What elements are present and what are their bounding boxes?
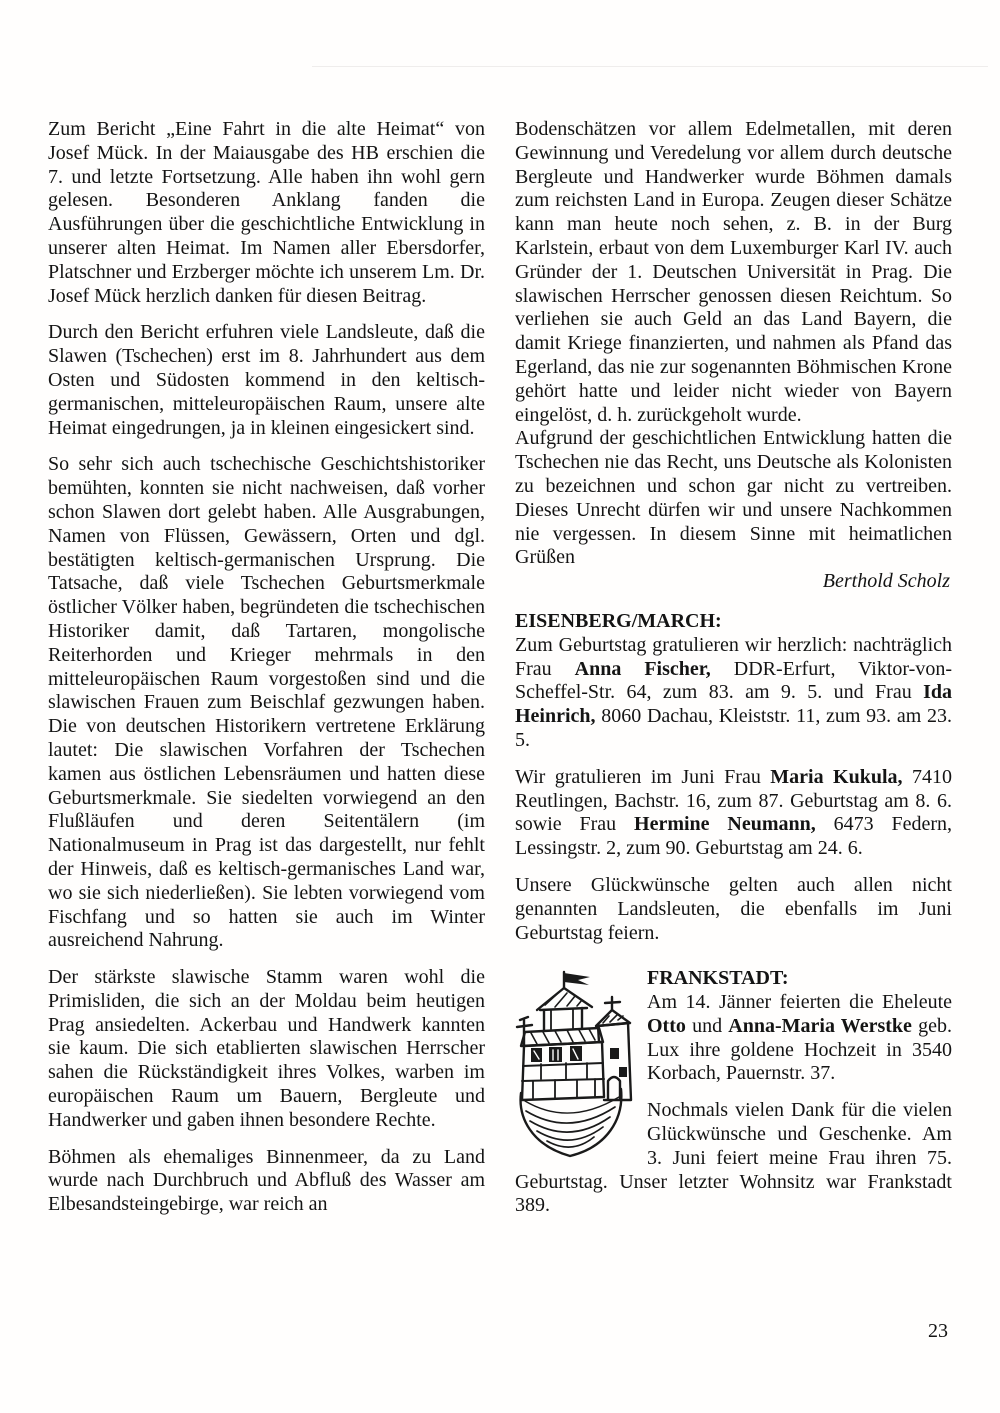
scan-artifact-line xyxy=(312,66,988,67)
section-heading-eisenberg: EISENBERG/MARCH: xyxy=(515,609,722,632)
right-column xyxy=(515,118,952,1231)
cross-finial xyxy=(605,997,620,1010)
page-content xyxy=(48,118,952,1231)
paragraph-bodenschaetze: Bodenschätzen vor allem Edelmetallen, mit deren Gewinnung und Veredelung vor allem durch deutsche Bergleute und Handwerker wurde Böhmen damals zum reichsten Land in Europa. Zeugen dieser Schätze kann man heute noch sehen, z. B. in der Burg Karlstein, erbaut von dem Luxemburger Karl IV. auch Gründer der 1. Deutschen Universität in Prag. Die slawischen Herrscher genossen diesen Reichtum. So verliehen sie auch Geld an das Land Bayern, die damit Kriege finanzierten, und nahmen als Pfand das Egerland, das nie zur sogenannten Böhmischen Krone gehört hatte und leider nicht wieder von Bayern eingelöst, d. h. zurückgeholt wurde. xyxy=(515,118,952,426)
section-frankstadt xyxy=(515,967,952,1218)
paragraph-glueckwuensche: Unsere Glückwünsche gelten auch allen nicht genannten Landsleuten, die ebenfalls im Juni Geburtstag feiern. xyxy=(515,873,952,944)
section-heading-frankstadt: FRANKSTADT: xyxy=(647,967,789,990)
cupola-roof xyxy=(537,988,592,1010)
paragraph-geburtstag-mai: Zum Geburtstag gratulieren wir herzlich: nachträglich Frau Anna Fischer, DDR-Erfurt, Viktor-von-Scheffel-Str. 64, zum 83. am 9. 5. und Frau Ida Heinrich, 8060 Dachau, Kleiststr. 11, zum 93. am 23. 5. xyxy=(515,633,952,751)
tower-door xyxy=(608,1077,620,1100)
paragraph-geburtstag-juni: Wir gratulieren im Juni Frau Maria Kukula, 7410 Reutlingen, Bachstr. 16, zum 87. Geburtstag am 8. 6. sowie Frau Hermine Neumann, 6473 Federn, Lessingstr. 2, zum 90. Geburtstag am 24. 6. xyxy=(515,765,952,860)
section-eisenberg xyxy=(515,610,952,945)
town-crest-illustration xyxy=(511,969,633,1161)
paragraph-bericht-fahrt: Zum Bericht „Eine Fahrt in die alte Heimat“ von Josef Mück. In der Maiausgabe des HB erschien die 7. und letzte Fortsetzung. Alle haben ihn wohl gern gelesen. Besonderen Anklang fanden die Ausführungen über die geschichtliche Entwicklung in unserer alten Heimat. Im Namen aller Ebersdorfer, Platschner und Erzberger möchte ich unserem Lm. Dr. Josef Mück herzlich danken für diesen Beitrag. xyxy=(48,118,485,307)
paragraph-geschichtshistoriker: So sehr sich auch tschechische Geschichtshistoriker bemühten, konnten sie nicht nachweisen, daß vorher schon Slawen dort gelebt haben. Alle Ausgrabungen, Namen von Flüssen, Gewässern, Orten und dgl. bestätigten keltisch-germanischen Ursprung. Die Tatsache, daß viele Tschechen Geburtsmerkmale östlicher Völker haben, begründeten die tschechischen Historiker damit, daß Tartaren, mongolische Reiterhorden und Krieger mehrmals in den mitteleuropäischen Raum vorgestoßen sind und die slawischen Frauen zum Beischlaf gezwungen haben. Die von deutschen Historikern vertretene Erklärung lautet: Die slawischen Vorfahren der Tschechen kamen aus östlichen Lebensräumen und hatten diese Geburtsmerkmale. Sie siedelten vorwiegend an den Flußläufen und deren Seitentälern (im Nationalmuseum in Prag ist das dargestellt, nur fehlt der Hinweis, daß es keltisch-germanisches Land war, wo sie sich niederließen). Sie lebten vorwiegend vom Fischfang und so hatten sie auch im Winter ausreichend Nahrung. xyxy=(48,453,485,952)
paragraph-durch-den-bericht: Durch den Bericht erfuhren viele Landsleute, daß die Slawen (Tschechen) erst im 8. Jahrhundert aus dem Osten und Südosten kommend in den keltisch-germanischen, mitteleuropäischen Raum, unsere alte Heimat eingedrungen, ja in kleinen eingesickert sind. xyxy=(48,321,485,439)
author-signature: Berthold Scholz xyxy=(822,570,950,593)
flag-finial xyxy=(564,973,590,985)
left-column xyxy=(48,118,485,1231)
page-number: 23 xyxy=(928,1320,948,1342)
paragraph-nochmals-dank: Nochmals vielen Dank für die vielen Glückwünsche und Geschenke. Am 3. Juni feiert meine Frau ihren 75. Geburtstag. Unser letzter Wohnsitz war Frankstadt 389. xyxy=(515,1099,952,1217)
paragraph-slawischer-stamm: Der stärkste slawische Stamm waren wohl die Primisliden, die sich an der Moldau beim heutigen Prag ansiedelten. Ackerbau und Handwerk kannten sie kaum. Die sich etablierten slawischen Herrscher sahen die Rückständigkeit ihres Volkes, warben im europäischen Raum um Bauern, Bergleute und Handwerker und gaben ihnen besondere Rechte. xyxy=(48,966,485,1131)
paragraph-aufgrund-entwicklung: Aufgrund der geschichtlichen Entwicklung hatten die Tschechen nie das Recht, uns Deutsche als Kolonisten zu bezeichnen und schon gar nicht zu vertreiben. Dieses Unrecht dürfen wir und unsere Nachkommen nie vergessen. In diesem Sinne mit heimatlichen Grüßen xyxy=(515,427,952,569)
paragraph-boehmen-binnenmeer: Böhmen als ehemaliges Binnenmeer, da zu Land wurde nach Durchbruch und Abfluß des Wasser am Elbesandsteingebirge, war reich an xyxy=(48,1145,485,1216)
paragraph-goldene-hochzeit: Am 14. Jänner feierten die Eheleute Otto und Anna-Maria Werstke geb. Lux ihre goldene Hochzeit in 3540 Korbach, Pauernstr. 37. xyxy=(647,991,952,1085)
